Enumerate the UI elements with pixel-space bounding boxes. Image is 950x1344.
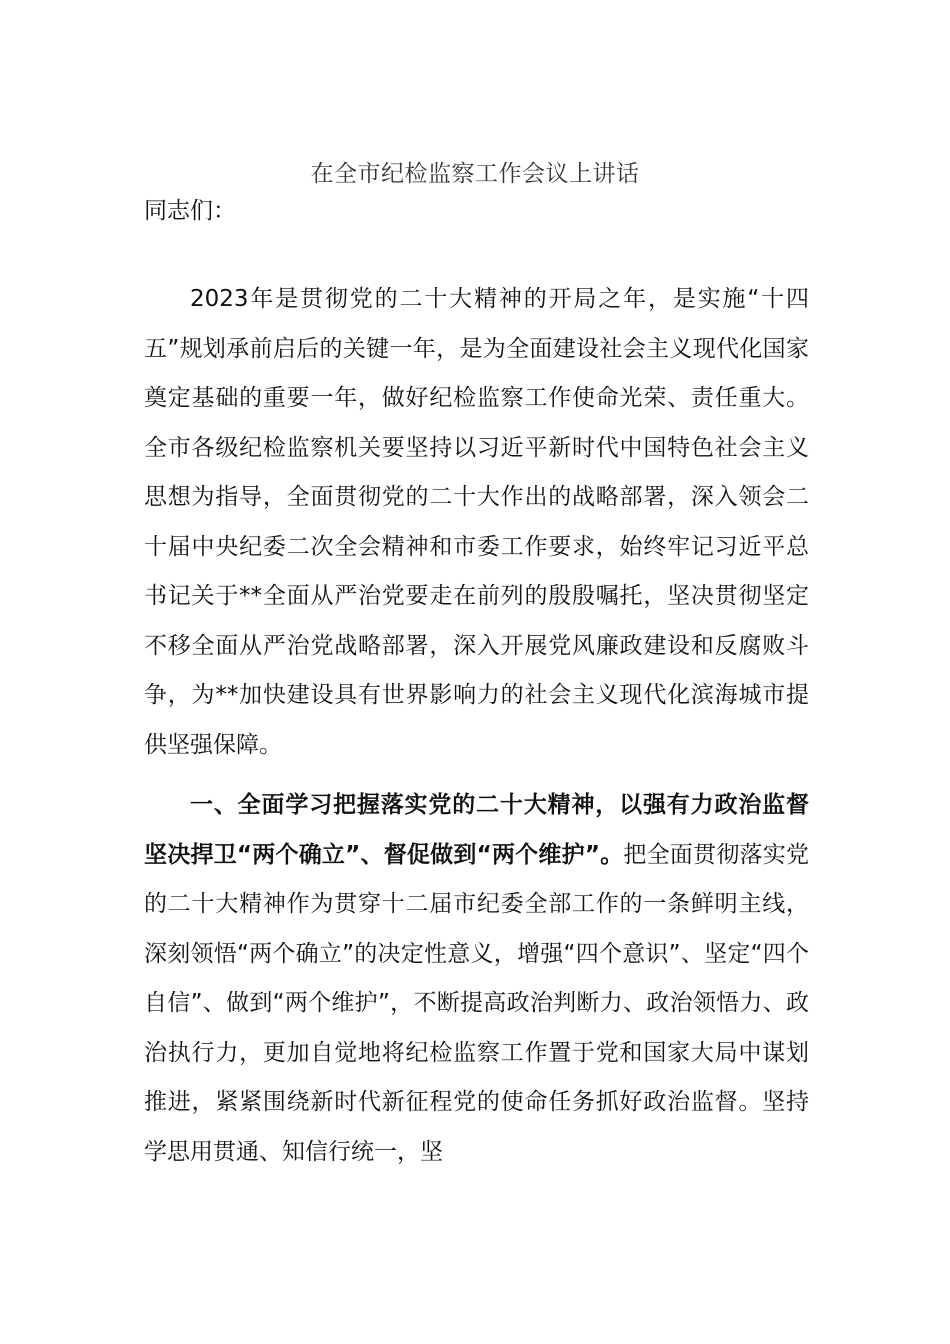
paragraph-text: 把全面贯彻落实党的二十大精神作为贯穿十二届市纪委全部工作的一条鲜明主线，深刻领悟“两个确立”的决定性意义，增强“四个意识”、坚定“四个自信”、做到“两个维护”，不断提高政治判断力、政治领悟力、政治执行力，更加自觉地将纪检监察工作置于党和国家大局中谋划推进，紧紧围绕新时代新征程党的使命任务抓好政治监督。坚持学思用贯通、知信行统一，坚 bbox=[144, 841, 809, 1165]
paragraph-text: 2023年是贯彻党的二十大精神的开局之年，是实施“十四五”规划承前启后的关键一年，是为全面建设社会主义现代化国家奠定基础的重要一年，做好纪检监察工作使命光荣、责任重大。全市各级纪检监察机关要坚持以习近平新时代中国特色社会主义思想为指导，全面贯彻党的二十大作出的战略部署，深入领会二十届中央纪委二次全会精神和市委工作要求，始终牢记习近平总书记关于**全面从严治党要走在前列的殷殷嘱托，坚决贯彻坚定不移全面从严治党战略部署，深入开展党风廉政建设和反腐败斗争，为**加快建设具有世界影响力的社会主义现代化滨海城市提供坚强保障。 bbox=[144, 286, 809, 758]
salutation: 同志们： bbox=[144, 198, 236, 224]
paragraph-intro bbox=[144, 275, 809, 770]
section-heading: 一、全面学习把握落实党的二十大精神，以强有力政治监督坚决捍卫“两个确立”、督促做到“两个维护”。 bbox=[144, 792, 809, 868]
paragraph-section-one bbox=[144, 781, 809, 1177]
document-title: 在全市纪检监察工作会议上讲话 bbox=[310, 161, 640, 187]
